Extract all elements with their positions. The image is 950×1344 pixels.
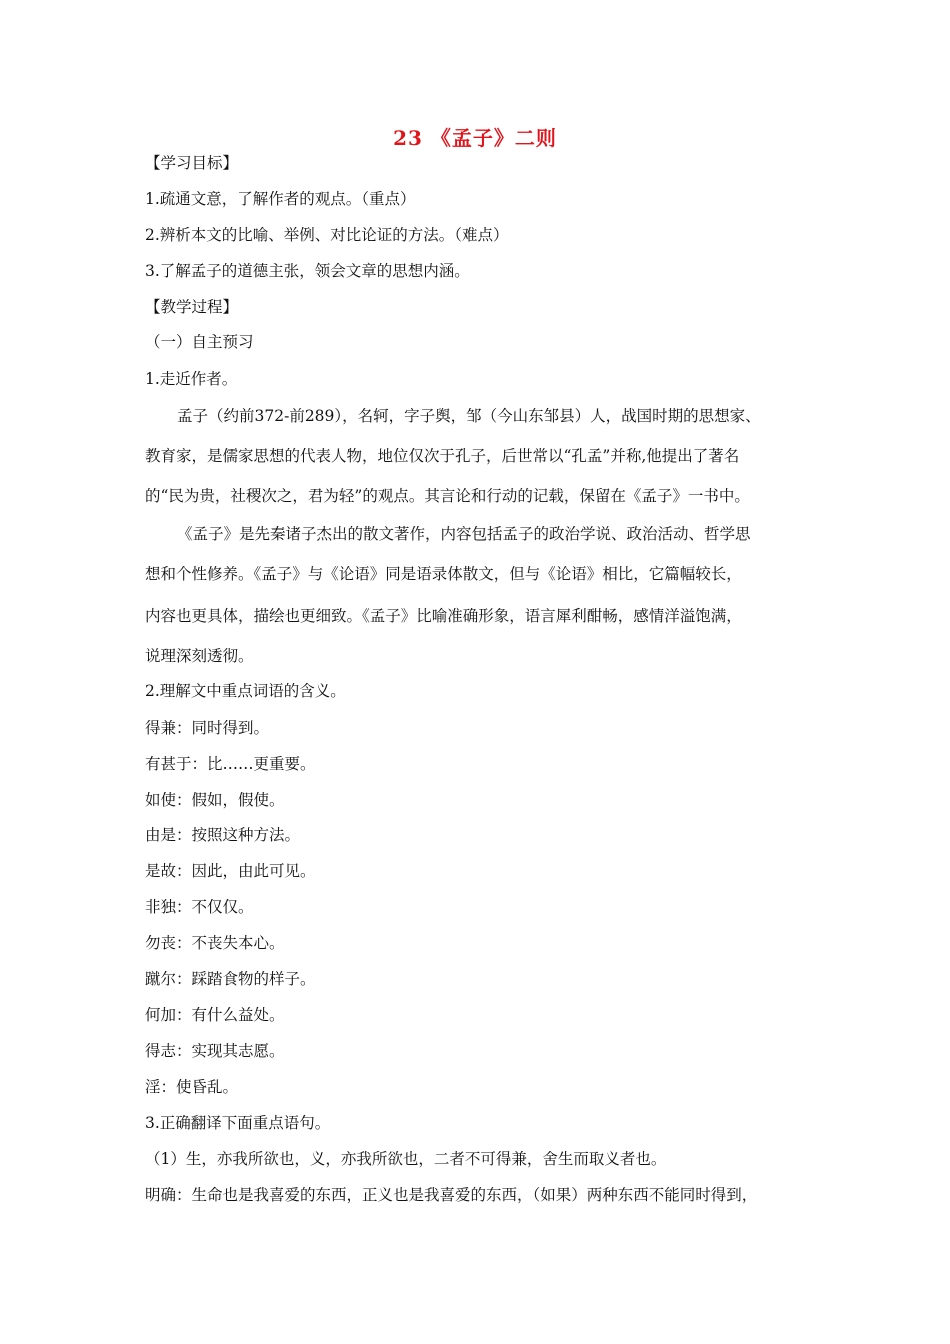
book-paragraph-line: 内容也更具体，描绘也更细致。《孟子》比喻准确形象，语言犀利酣畅，感情洋溢饱满，: [145, 607, 742, 625]
item-heading: 3.正确翻译下面重点语句。: [145, 1114, 331, 1132]
author-paragraph-line: 孟子（约前372-前289），名轲，字子舆，邹（今山东邹县）人，战国时期的思想家、: [177, 407, 761, 425]
author-paragraph-line: 的“民为贵，社稷次之，君为轻”的观点。其言论和行动的记载，保留在《孟子》一书中。: [145, 487, 750, 505]
vocab-item: 有甚于：比……更重要。: [145, 755, 316, 773]
book-paragraph-line: 《孟子》是先秦诸子杰出的散文著作，内容包括孟子的政治学说、政治活动、哲学思: [177, 525, 751, 543]
section-heading-goals: 【学习目标】: [145, 154, 239, 172]
item-heading: 1.走近作者。: [145, 370, 238, 388]
vocab-item: 非独：不仅仅。: [145, 898, 254, 916]
translation-answer: 明确：生命也是我喜爱的东西，正义也是我喜爱的东西，（如果）两种东西不能同时得到，: [145, 1186, 758, 1204]
item-heading: 2.理解文中重点词语的含义。: [145, 682, 346, 700]
book-paragraph-line: 想和个性修养。《孟子》与《论语》同是语录体散文，但与《论语》相比，它篇幅较长，: [145, 565, 742, 583]
section-heading-process: 【教学过程】: [145, 298, 239, 316]
translation-sentence: （1）生，亦我所欲也，义，亦我所欲也，二者不可得兼，舍生而取义者也。: [145, 1150, 667, 1168]
vocab-item: 由是：按照这种方法。: [145, 826, 301, 844]
goal-item: 1.疏通文意，了解作者的观点。（重点）: [145, 190, 416, 208]
page-title: 23 《孟子》二则: [393, 126, 557, 150]
author-paragraph-line: 教育家，是儒家思想的代表人物，地位仅次于孔子，后世常以“孔孟”并称,他提出了著名: [145, 447, 740, 465]
part-heading: （一）自主预习: [145, 333, 254, 351]
vocab-item: 蹴尔：踩踏食物的样子。: [145, 970, 316, 988]
goal-item: 2.辨析本文的比喻、举例、对比论证的方法。（难点）: [145, 226, 509, 244]
vocab-item: 得志：实现其志愿。: [145, 1042, 285, 1060]
vocab-item: 是故：因此，由此可见。: [145, 862, 316, 880]
vocab-item: 淫：使昏乱。: [145, 1078, 239, 1096]
vocab-item: 得兼：同时得到。: [145, 719, 270, 737]
vocab-item: 如使：假如，假使。: [145, 791, 285, 809]
goal-item: 3.了解孟子的道德主张，领会文章的思想内涵。: [145, 262, 470, 280]
book-paragraph-line: 说理深刻透彻。: [145, 647, 254, 665]
vocab-item: 何加：有什么益处。: [145, 1006, 285, 1024]
vocab-item: 勿丧：不丧失本心。: [145, 934, 285, 952]
